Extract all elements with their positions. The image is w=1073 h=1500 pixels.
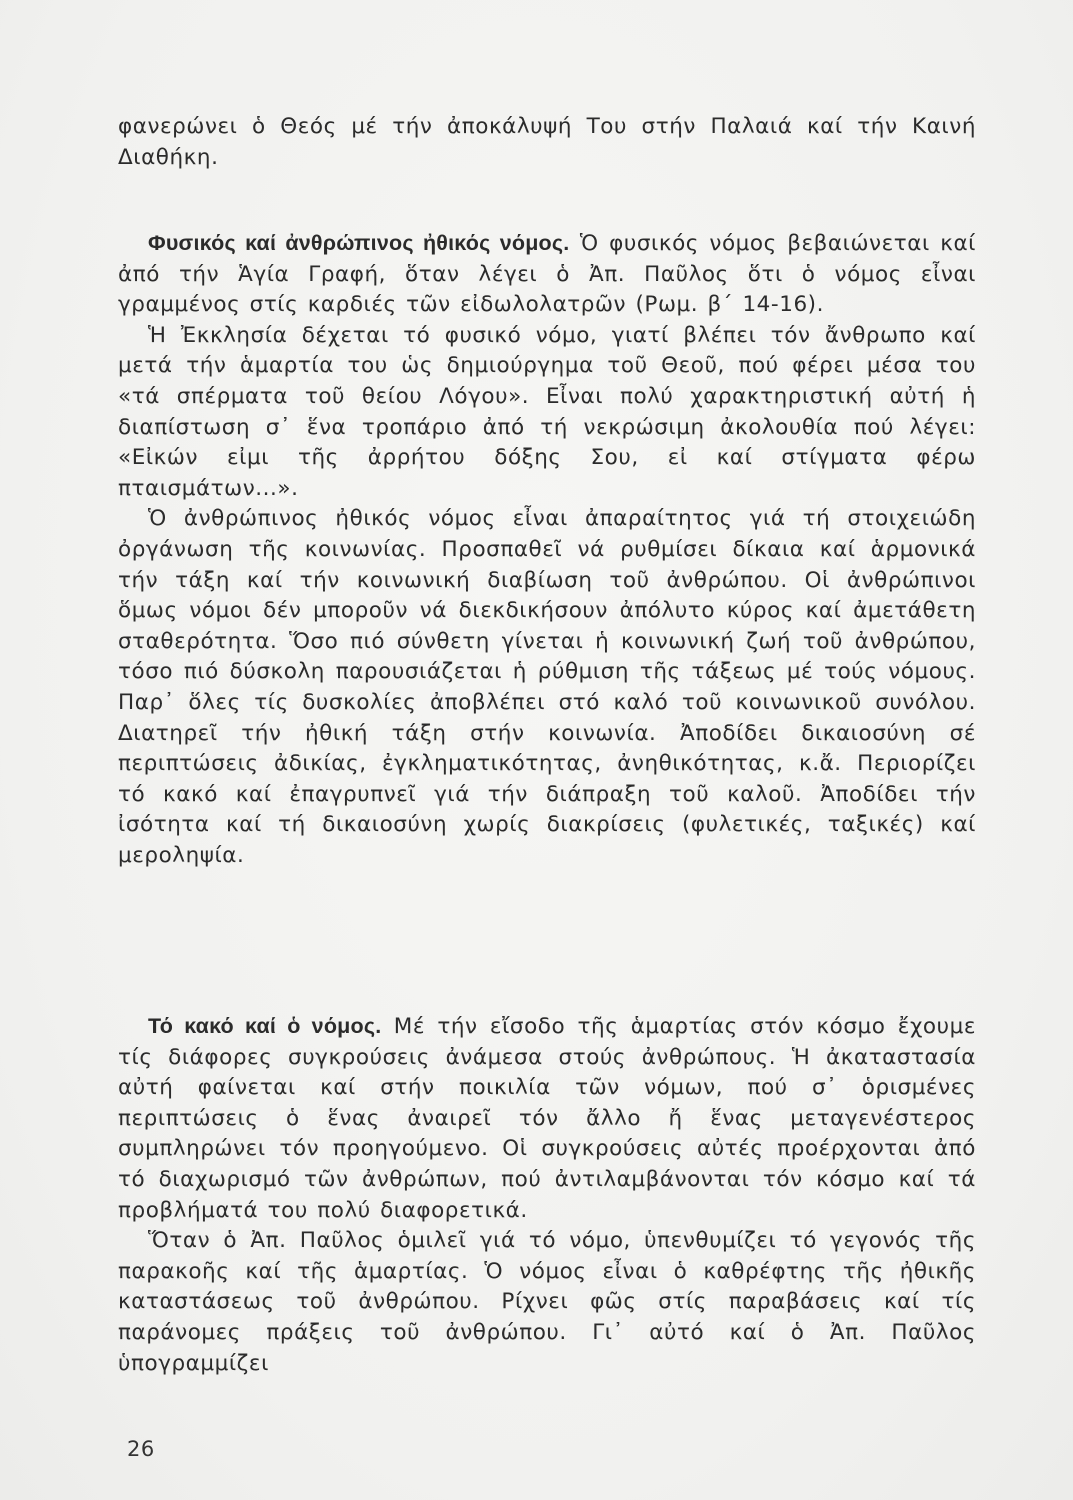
section-evil-and-law bbox=[118, 1011, 976, 1379]
section-heading: Τό κακό καί ὁ νόμος. bbox=[148, 1014, 382, 1038]
section-text: Ὁ φυσικός νόμος βεβαιώνεται καί ἀπό τήν Ἁγία Γραφή, ὅταν λέγει ὁ Ἀπ. Παῦλος ὅτι ὁ νόμος εἶναι γραμμένος στίς καρδιές τῶν εἰδωλολατρῶν (Ρωμ. β´ 14-16). bbox=[118, 231, 977, 318]
section-paragraph bbox=[118, 1011, 976, 1226]
section-paragraph bbox=[118, 228, 976, 321]
page-number: 26 bbox=[127, 1437, 155, 1461]
section-heading: Φυσικός καί ἀνθρώπινος ἠθικός νόμος. bbox=[148, 231, 570, 255]
body-paragraph: Ἡ Ἐκκλησία δέχεται τό φυσικό νόμο, γιατί βλέπει τόν ἄνθρωπο καί μετά τήν ἁμαρτία του ὡς δημιούργημα τοῦ Θεοῦ, πού φέρει μέσα του «τά σπέρματα τοῦ θείου Λόγου». Εἶναι πολύ χαρακτηριστική αὐτή ἡ διαπίστωση σ᾽ ἕνα τροπάριο ἀπό τή νεκρώσιμη ἀκολουθία πού λέγει: «Εἰκών εἰμι τῆς ἀρρήτου δόξης Σου, εἰ καί στίγματα φέρω πταισμάτων...». bbox=[118, 322, 976, 501]
section-text: Μέ τήν εἴσοδο τῆς ἁμαρτίας στόν κόσμο ἔχουμε τίς διάφορες συγκρούσεις ἀνάμεσα στούς ἀνθρώπους. Ἡ ἀκαταστασία αὐτή φαίνεται καί στήν ποικιλία τῶν νόμων, πού σ᾽ ὁρισμένες περιπτώσεις ὁ ἕνας ἀναιρεῖ τόν ἄλλο ἤ ἕνας μεταγενέστερος συμπληρώνει τόν προηγούμενο. Οἱ συγκρούσεις αὐτές προέρχονται ἀπό τό διαχωρισμό τῶν ἀνθρώπων, πού ἀντιλαμβάνονται τόν κόσμο καί τά προβλήματά του πολύ διαφορετικά. bbox=[118, 1014, 977, 1223]
section-natural-law bbox=[118, 228, 976, 871]
body-paragraph: Ὁ ἀνθρώπινος ἠθικός νόμος εἶναι ἀπαραίτητος γιά τή στοιχειώδη ὀργάνωση τῆς κοινωνίας. Προσπαθεῖ νά ρυθμίσει δίκαια καί ἁρμονικά τήν τάξη καί τήν κοινωνική διαβίωση τοῦ ἀνθρώπου. Οἱ ἀνθρώπινοι ὅμως νόμοι δέν μποροῦν νά διεκδικήσουν ἀπόλυτο κύρος καί ἀμετάθετη σταθερότητα. Ὅσο πιό σύνθετη γίνεται ἡ κοινωνική ζωή τοῦ ἀνθρώπου, τόσο πιό δύσκολη παρουσιάζεται ἡ ρύθμιση τῆς τάξεως μέ τούς νόμους. Παρ᾽ ὅλες τίς δυσκολίες ἀποβλέπει στό καλό τοῦ κοινωνικοῦ συνόλου. Διατηρεῖ τήν ἠθική τάξη στήν κοινωνία. Ἀποδίδει δικαιοσύνη σέ περιπτώσεις ἀδικίας, ἐγκληματικότητας, ἀνηθικότητας, κ.ἄ. Περιορίζει τό κακό καί ἐπαγρυπνεῖ γιά τήν διάπραξη τοῦ καλοῦ. Ἀποδίδει τήν ἰσότητα καί τή δικαιοσύνη χωρίς διακρίσεις (φυλετικές, ταξικές) καί μεροληψία. bbox=[118, 506, 976, 868]
body-paragraph: Ὅταν ὁ Ἀπ. Παῦλος ὁμιλεῖ γιά τό νόμο, ὑπενθυμίζει τό γεγονός τῆς παρακοῆς καί τῆς ἁμαρτίας. Ὁ νόμος εἶναι ὁ καθρέφτης τῆς ἠθικῆς καταστάσεως τοῦ ἀνθρώπου. Ρίχνει φῶς στίς παραβάσεις καί τίς παράνομες πράξεις τοῦ ἀνθρώπου. Γι᾽ αὐτό καί ὁ Ἀπ. Παῦλος ὑπογραμμίζει bbox=[118, 1228, 976, 1376]
intro-paragraph: φανερώνει ὁ Θεός μέ τήν ἀποκάλυψή Του στήν Παλαιά καί τήν Καινή Διαθήκη. bbox=[118, 114, 976, 170]
intro-block bbox=[118, 112, 976, 173]
